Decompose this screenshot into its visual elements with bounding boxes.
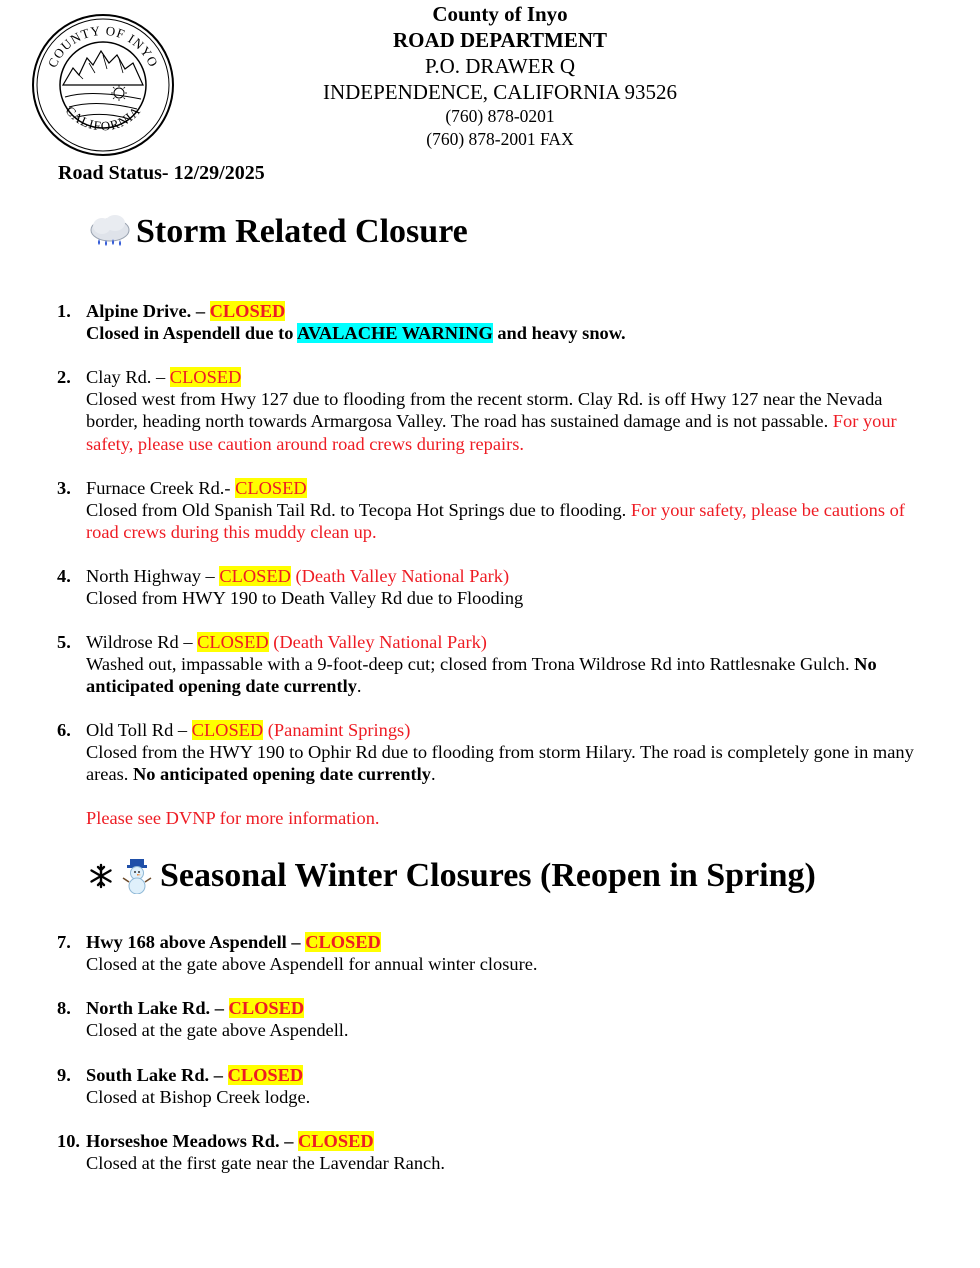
phone-number: (760) 878-0201 [445, 106, 555, 126]
item-number: 2. [57, 367, 71, 387]
fax-number: (760) 878-2001 FAX [426, 129, 574, 149]
seasonal-section-heading [88, 857, 816, 895]
road-name: Hwy 168 above Aspendell – [86, 932, 306, 952]
status-badge: CLOSED [209, 301, 286, 321]
po-box: P.O. DRAWER Q [425, 54, 575, 78]
road-description: Closed at the gate above Aspendell. [86, 1020, 349, 1041]
seasonal-section-title: Seasonal Winter Closures (Reopen in Spring) [160, 857, 816, 894]
road-status-date: Road Status- 12/29/2025 [58, 162, 265, 184]
avalanche-warning-badge: AVALACHE WARNING [297, 323, 493, 344]
item-number: 6. [57, 720, 71, 740]
status-badge: CLOSED [305, 932, 381, 952]
item-number: 10. [57, 1131, 80, 1151]
status-badge: CLOSED [228, 998, 305, 1018]
item-number: 4. [57, 566, 71, 586]
status-badge: CLOSED [169, 367, 242, 387]
item-number: 9. [57, 1065, 71, 1085]
opening-date-note: No anticipated opening date currently [132, 764, 431, 785]
road-description-end: . [356, 676, 362, 697]
road-name: Furnace Creek Rd.- [86, 478, 236, 498]
road-description: Washed out, impassable with a 9-foot-deep cut; closed from Trona Wildrose Rd into Rattlesnake Gulch. [86, 654, 855, 675]
opening-date-note: No anticipated opening date currently [86, 654, 877, 697]
item-number: 8. [57, 998, 71, 1018]
road-name: Wildrose Rd – [86, 632, 198, 652]
county-name: County of Inyo [432, 2, 568, 26]
road-name: South Lake Rd. – [86, 1065, 228, 1085]
road-name: Old Toll Rd – [86, 720, 192, 740]
department-name: ROAD DEPARTMENT [392, 28, 608, 52]
status-badge: CLOSED [191, 720, 264, 740]
letterhead [300, 2, 700, 151]
road-name: North Lake Rd. – [86, 998, 229, 1018]
item-number: 7. [57, 932, 71, 952]
road-description: Closed at the gate above Aspendell for annual winter closure. [86, 954, 538, 975]
seal-bottom-text: CALIFORNIA [62, 102, 144, 134]
safety-note: For your safety, please be cautions of road crews during this muddy clean up. [86, 500, 905, 543]
item-number: 1. [57, 301, 71, 321]
road-description: Closed at the first gate near the Lavendar Ranch. [86, 1153, 445, 1174]
road-description: Closed in Aspendell due to [86, 323, 298, 344]
storm-section-title: Storm Related Closure [136, 213, 468, 250]
dvnp-info-note: Please see DVNP for more information. [86, 808, 380, 828]
item-number: 3. [57, 478, 71, 498]
road-name: Alpine Drive. – [86, 301, 210, 321]
park-name: (Death Valley National Park) [268, 632, 487, 652]
snowman-icon [120, 858, 154, 894]
road-description: Closed at Bishop Creek lodge. [86, 1087, 311, 1108]
status-badge: CLOSED [298, 1131, 374, 1151]
road-description: Closed west from Hwy 127 due to flooding from the recent storm. Clay Rd. is off Hwy 127 near the Nevada border, heading north towards Armargosa Valley. The road has sustained damage and is not passable. [86, 389, 883, 432]
status-badge: CLOSED [235, 478, 307, 498]
road-description: Closed from the HWY 190 to Ophir Rd due to flooding from storm Hilary. The road is completely gone in many areas. [86, 742, 914, 785]
snowflake-icon [88, 861, 114, 891]
road-description: Closed from HWY 190 to Death Valley Rd due to Flooding [86, 588, 524, 609]
storm-section-heading [88, 212, 468, 252]
road-description-end: and heavy snow. [492, 323, 626, 344]
city-address: INDEPENDENCE, CALIFORNIA 93526 [322, 80, 678, 104]
road-description-end: . [430, 764, 436, 785]
status-badge: CLOSED [227, 1065, 304, 1085]
road-name: Clay Rd. – [86, 367, 170, 387]
county-seal-icon [31, 13, 175, 157]
status-badge: CLOSED [197, 632, 269, 652]
road-description: Closed from Old Spanish Tail Rd. to Tecopa Hot Springs due to flooding. [86, 500, 631, 521]
cloud-rain-icon [88, 212, 132, 252]
seal-top-text: COUNTY OF INYO [44, 22, 162, 70]
item-number: 5. [57, 632, 71, 652]
safety-note: For your safety, please use caution around road crews during repairs. [86, 411, 897, 454]
park-name: (Death Valley National Park) [290, 566, 510, 586]
park-name: (Panamint Springs) [263, 720, 411, 740]
road-name: North Highway – [86, 566, 220, 586]
county-seal [31, 13, 175, 157]
road-name: Horseshoe Meadows Rd. – [86, 1131, 298, 1151]
status-badge: CLOSED [219, 566, 291, 586]
